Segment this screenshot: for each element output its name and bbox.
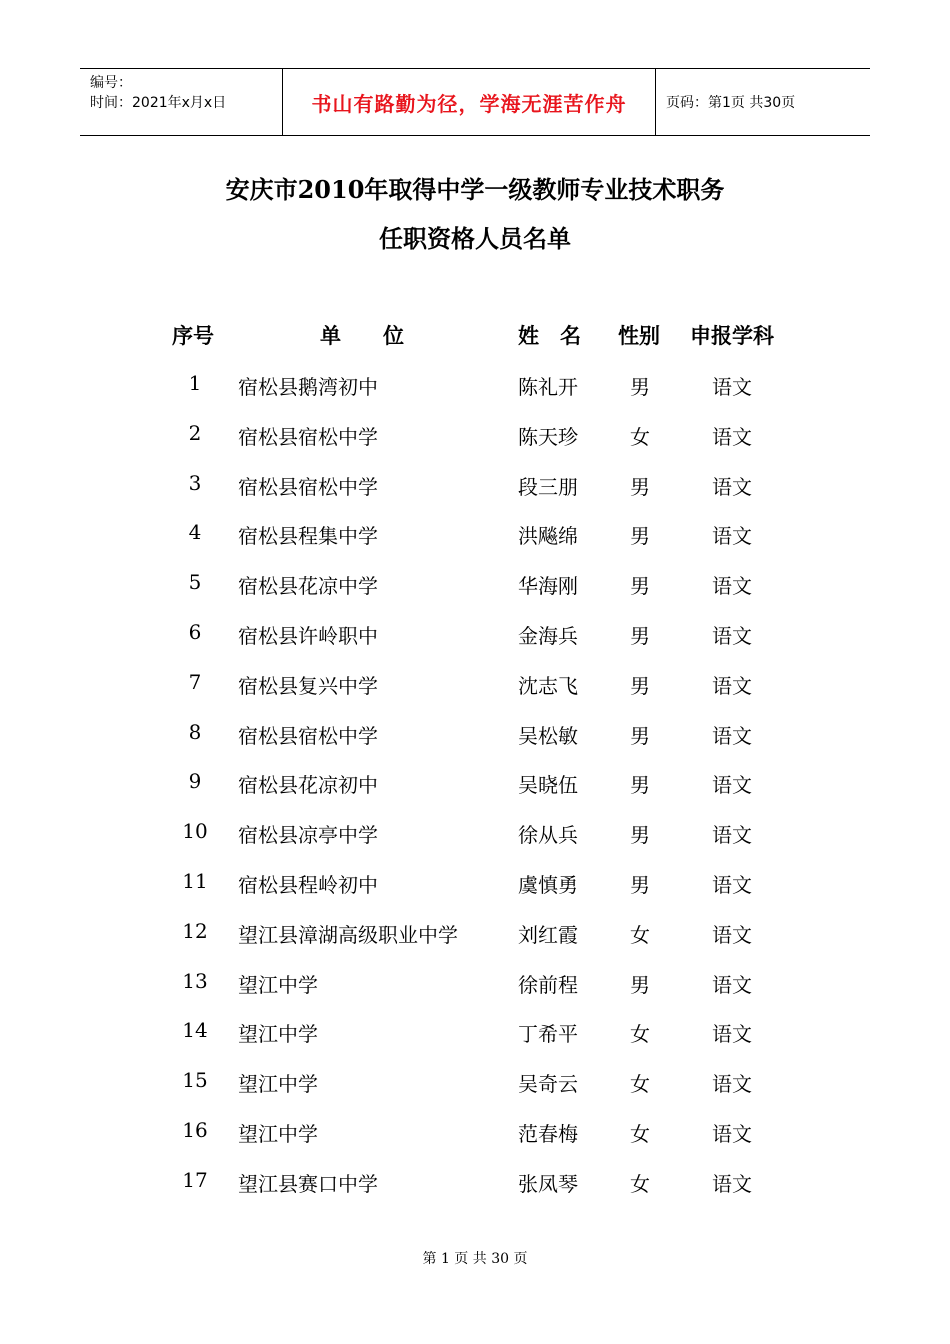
row-unit: 宿松县花凉中学 — [238, 574, 378, 599]
row-number: 14 — [182, 1018, 208, 1043]
table-row — [0, 919, 950, 949]
row-name: 金海兵 — [518, 624, 578, 648]
table-row — [0, 1168, 950, 1198]
row-subject: 语文 — [712, 673, 752, 698]
row-name: 沈志飞 — [518, 673, 578, 698]
row-name: 吴松敏 — [518, 723, 578, 748]
row-subject: 语文 — [712, 524, 752, 549]
row-unit: 宿松县程集中学 — [238, 524, 378, 549]
row-name: 丁希平 — [518, 1022, 578, 1047]
row-sex: 男 — [630, 574, 650, 599]
header-unit: 单 位 — [320, 324, 404, 348]
time-label: 时间：2021年x月x日 — [90, 95, 227, 111]
row-number: 9 — [188, 769, 202, 794]
row-number: 7 — [188, 669, 202, 694]
row-name: 虞慎勇 — [518, 873, 578, 897]
row-sex: 男 — [630, 823, 650, 848]
row-unit: 望江中学 — [238, 1022, 318, 1047]
table-row — [0, 520, 950, 550]
row-unit: 宿松县花凉初中 — [238, 773, 378, 798]
row-number: 15 — [182, 1068, 208, 1093]
row-sex: 男 — [630, 474, 650, 499]
row-number: 3 — [188, 470, 202, 495]
header-subject: 申报学科 — [690, 324, 774, 348]
row-name: 吴奇云 — [518, 1072, 578, 1097]
row-unit: 望江中学 — [238, 1122, 318, 1146]
row-sex: 女 — [630, 424, 650, 449]
document-title-line1: 安庆市2010年取得中学一级教师专业技术职务 — [225, 175, 725, 204]
header-motto: 书山有路勤为径，学海无涯苦作舟 — [282, 69, 656, 135]
row-number: 16 — [182, 1118, 208, 1142]
row-unit: 宿松县程岭初中 — [238, 873, 378, 897]
row-name: 洪飚绵 — [518, 524, 578, 549]
row-sex: 女 — [630, 1022, 650, 1047]
row-subject: 语文 — [712, 823, 752, 848]
table-row — [0, 819, 950, 849]
row-number: 11 — [182, 869, 208, 893]
table-row — [0, 620, 950, 650]
row-name: 陈天珍 — [518, 424, 578, 449]
row-sex: 男 — [630, 972, 650, 997]
row-unit: 宿松县宿松中学 — [238, 474, 378, 499]
row-name: 徐从兵 — [518, 823, 578, 848]
row-subject: 语文 — [712, 723, 752, 748]
row-sex: 男 — [630, 524, 650, 549]
row-number: 12 — [182, 918, 208, 943]
row-subject: 语文 — [712, 375, 752, 399]
row-subject: 语文 — [712, 773, 752, 798]
table-row — [0, 969, 950, 999]
row-sex: 男 — [630, 624, 650, 648]
row-name: 华海刚 — [518, 574, 578, 599]
row-name: 刘红霞 — [518, 922, 578, 947]
table-row — [0, 869, 950, 899]
table-row — [0, 720, 950, 750]
table-row — [0, 1068, 950, 1098]
header-name: 姓 名 — [518, 324, 581, 348]
row-name: 张凤琴 — [518, 1171, 578, 1196]
row-subject: 语文 — [712, 624, 752, 648]
row-sex: 女 — [630, 1122, 650, 1146]
row-number: 5 — [188, 570, 202, 595]
header-meta — [80, 69, 282, 135]
table-row — [0, 769, 950, 799]
row-number: 17 — [182, 1167, 208, 1192]
row-name: 陈礼开 — [518, 375, 578, 399]
header-no: 序号 — [172, 324, 214, 348]
row-subject: 语文 — [712, 922, 752, 947]
row-sex: 男 — [630, 375, 650, 399]
row-number: 2 — [188, 420, 202, 445]
row-sex: 女 — [630, 1072, 650, 1097]
row-name: 徐前程 — [518, 972, 578, 997]
row-unit: 望江中学 — [238, 1072, 318, 1097]
row-subject: 语文 — [712, 424, 752, 449]
row-subject: 语文 — [712, 1122, 752, 1146]
row-sex: 女 — [630, 922, 650, 947]
table-row — [0, 1118, 950, 1148]
row-sex: 男 — [630, 873, 650, 897]
row-subject: 语文 — [712, 873, 752, 897]
document-title-line2: 任职资格人员名单 — [379, 224, 571, 253]
row-subject: 语文 — [712, 574, 752, 599]
row-number: 8 — [188, 719, 202, 744]
row-number: 1 — [188, 371, 202, 395]
row-unit: 宿松县鹅湾初中 — [238, 375, 378, 399]
row-sex: 女 — [630, 1171, 650, 1196]
row-name: 范春梅 — [518, 1122, 578, 1146]
row-unit: 望江中学 — [238, 972, 318, 997]
row-name: 吴晓伍 — [518, 773, 578, 798]
row-subject: 语文 — [712, 972, 752, 997]
row-unit: 宿松县宿松中学 — [238, 723, 378, 748]
row-subject: 语文 — [712, 1022, 752, 1047]
table-row — [0, 570, 950, 600]
row-unit: 宿松县许岭职中 — [238, 624, 378, 648]
row-unit: 宿松县宿松中学 — [238, 424, 378, 449]
row-subject: 语文 — [712, 1171, 752, 1196]
row-number: 13 — [182, 968, 208, 993]
table-row — [0, 670, 950, 700]
table-row — [0, 471, 950, 501]
header-sex: 性别 — [618, 324, 660, 348]
row-number: 6 — [188, 620, 202, 644]
row-sex: 男 — [630, 723, 650, 748]
number-label: 编号： — [90, 75, 132, 91]
table-row — [0, 421, 950, 451]
row-unit: 望江县漳湖高级职业中学 — [238, 922, 458, 947]
header-page-info: 页码：第1页 共30页 — [666, 95, 796, 111]
row-subject: 语文 — [712, 474, 752, 499]
row-subject: 语文 — [712, 1072, 752, 1097]
row-unit: 望江县赛口中学 — [238, 1171, 378, 1196]
row-unit: 宿松县复兴中学 — [238, 673, 378, 698]
row-number: 4 — [188, 520, 202, 545]
page-footer: 第 1 页 共 30 页 — [422, 1251, 528, 1267]
row-number: 10 — [182, 819, 208, 844]
table-row — [0, 371, 950, 401]
table-row — [0, 1018, 950, 1048]
page-header — [80, 68, 870, 136]
row-sex: 男 — [630, 773, 650, 798]
row-unit: 宿松县凉亭中学 — [238, 823, 378, 848]
row-sex: 男 — [630, 673, 650, 698]
row-name: 段三朋 — [518, 474, 578, 499]
